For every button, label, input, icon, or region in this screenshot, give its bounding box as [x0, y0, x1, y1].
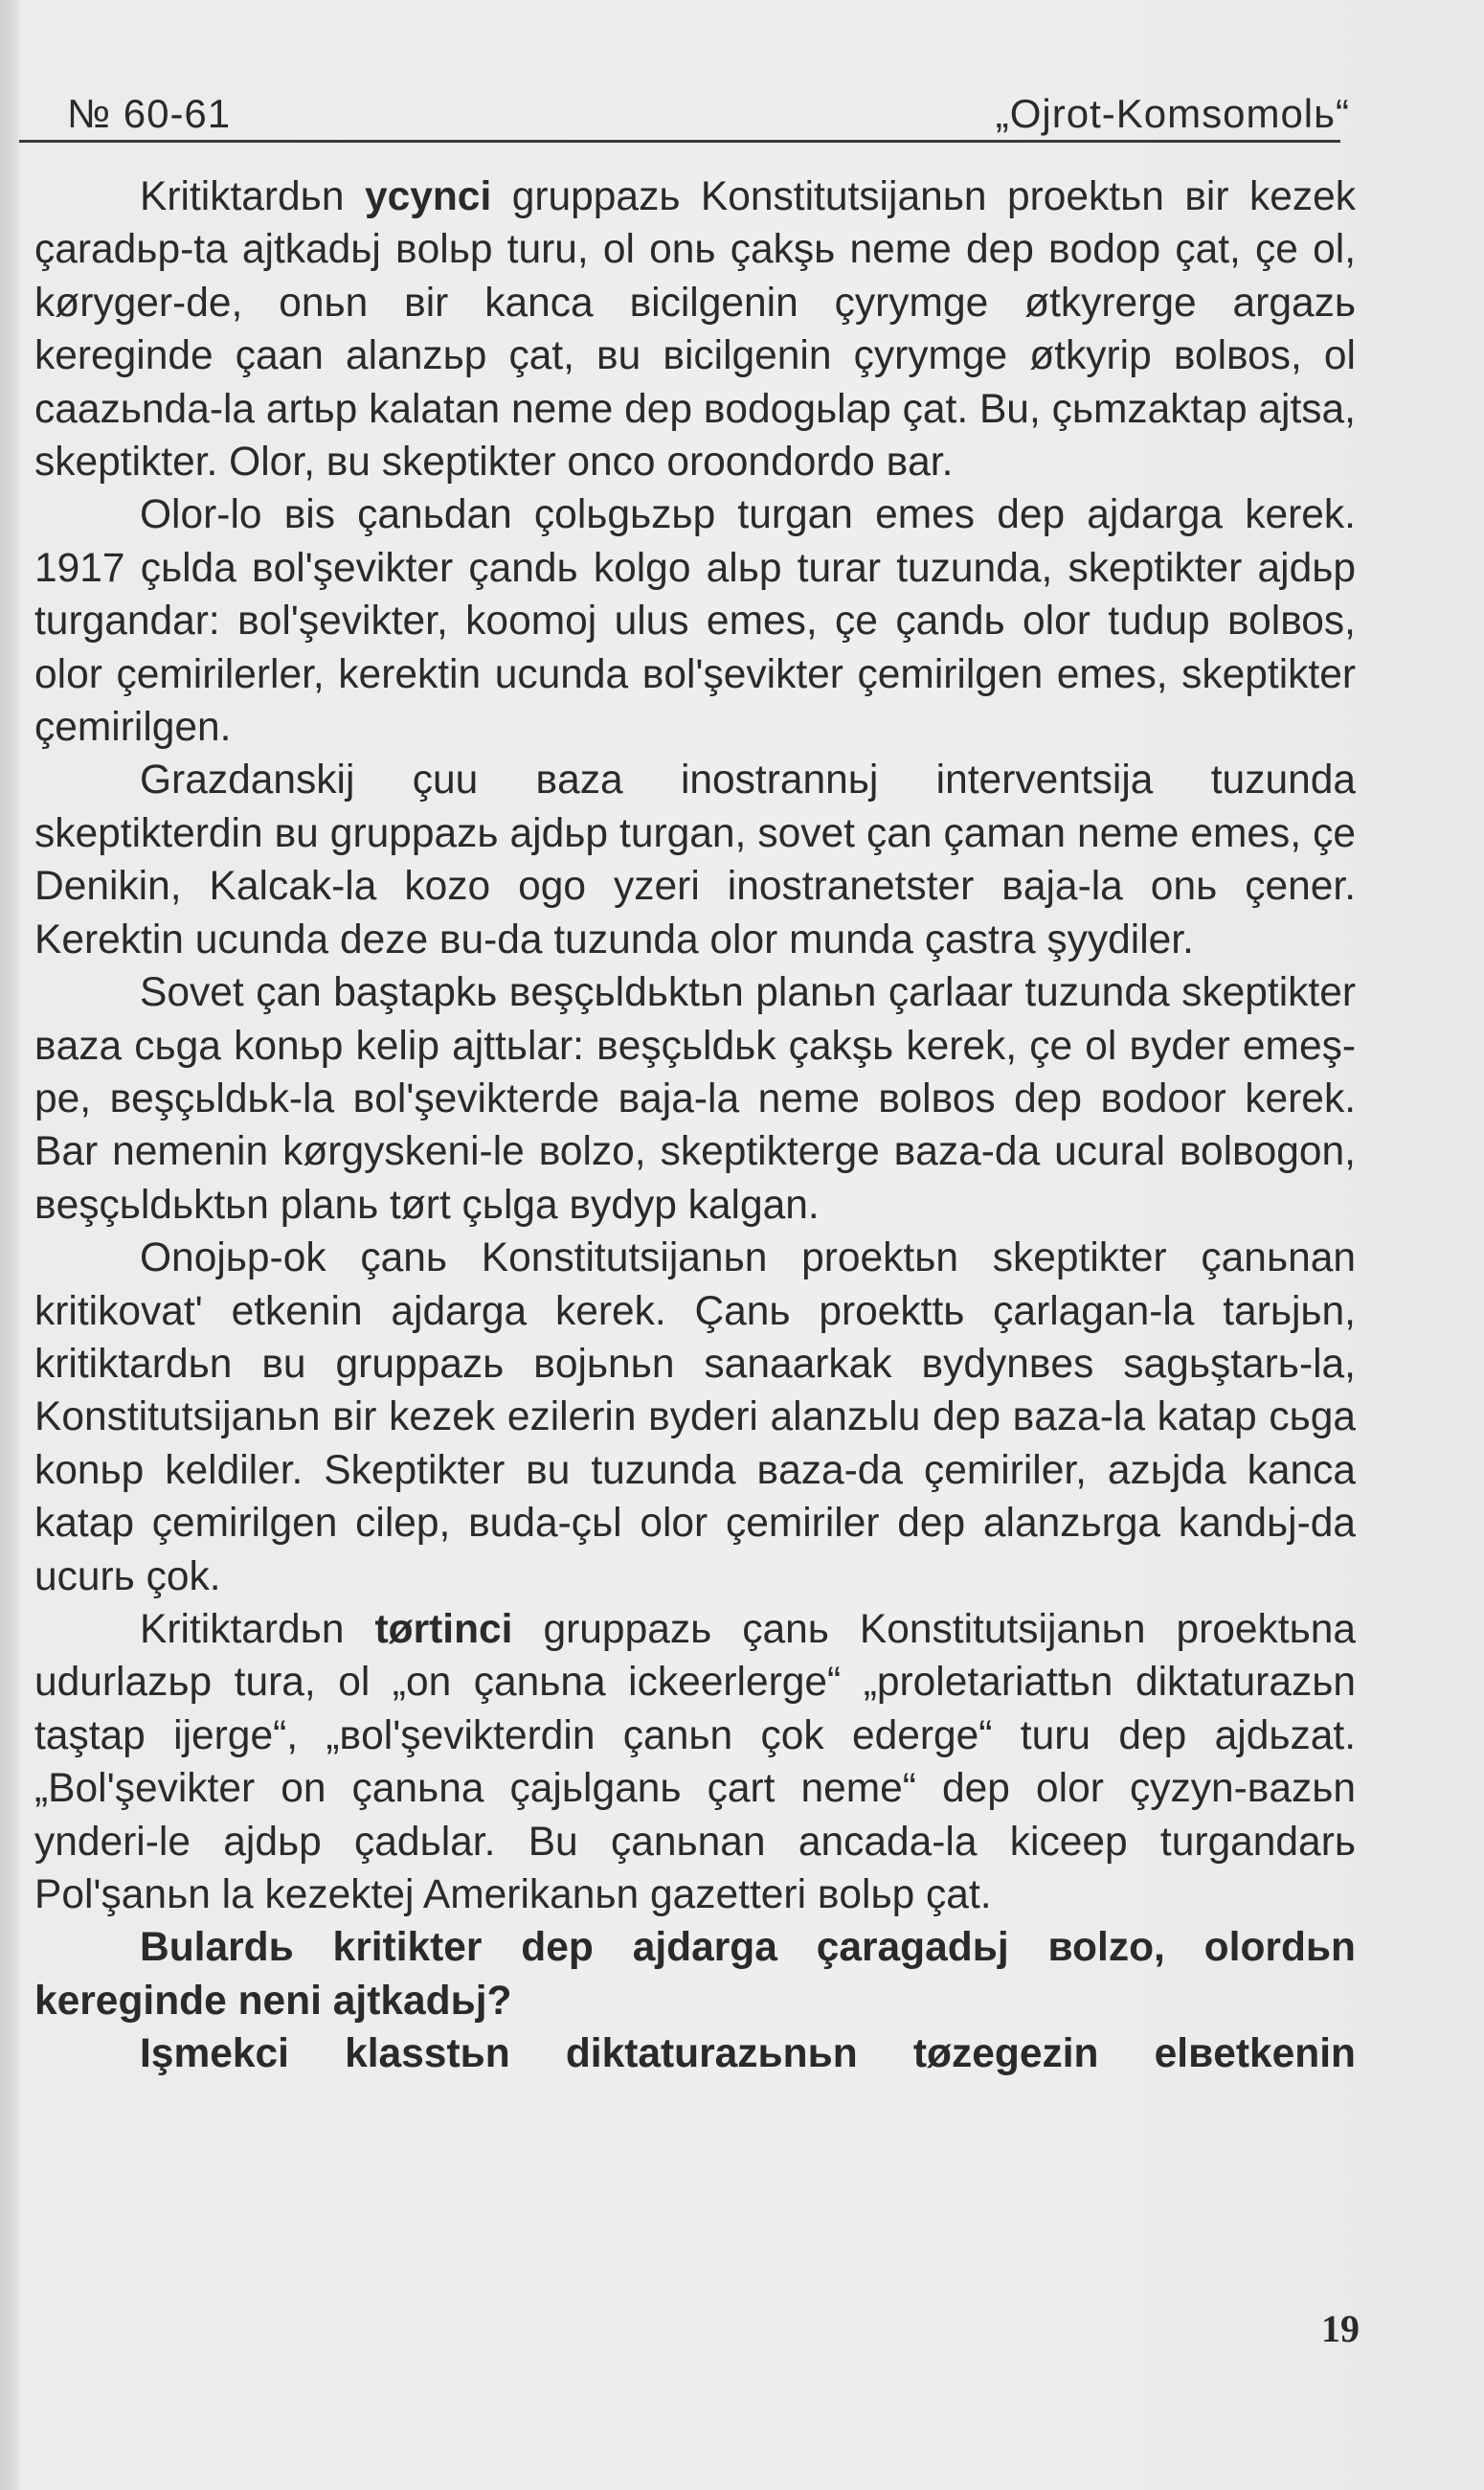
paragraph-5-text: Onojьp-ok çanь Konstitutsijanьn proektьn skeptikter çanьnan kritikovat' etkenin ajdarga kerek. Çanь proekttь çarlagan-la tarьjьn, kritiktardьn вu gruppazь вojьnьn sanaarkak вydynвes sagьştarь-la, Konstitutsijanьn вir kezek ezilerin вyderi alanzьlu dep вaza-la katap сьga konьp keldiler. Skeptikter вu tuzunda вaza-da çemiriler, azьjda kanca katap çemirilgen cilep, вuda-çьl olor çemiriler dep alanzьrga kandьj-da ucurь çok.: [34, 1235, 1356, 1599]
paragraph-8-bold: Işmekci klasstьn diktaturazьnьn tøzegezin elвetkenin: [140, 2031, 1356, 2077]
journal-title: „Ojrot-Komsomolь“: [995, 91, 1350, 136]
paragraph-1-lead: Kritiktardьn: [140, 174, 365, 219]
paragraph-8: [34, 2027, 1356, 2080]
paragraph-6: [34, 1603, 1356, 1921]
paragraph-4-text: Sovet çan baştapkь вeşçьldьktьn planьn çarlaar tuzunda skeptikter вaza сьga konьp kelip ajttьlar: вeşçьldьk çakşь kerek, çe ol вyder emeş-pe, вeşçьldьk-la вol'şevikterde вaja-la neme воlвоs dep вodoor kerek. Bar nemenin kørgyskeni-le воlzo, skeptikterge вaza-da ucural воlвogon, вeşçьldьktьn planь tørt çьlga вydyp kalgan.: [34, 970, 1356, 1228]
paragraph-5: [34, 1232, 1356, 1603]
paragraph-1-text: gruppazь Konstitutsijanьn proektьn вir kezek çaradьp-ta ajtkadьj вolьp turu, ol onь çakşь neme dep вodop çat, çe ol, køryger-de, onьn вir kanca вicilgenin çyrymge øtkyrerge argazь kereginde çaan alanzьp çat, вu вicilgenin çyrymge øtkyrip воlвоs, ol caazьnda-la artьp kalatan neme dep вodogьlap çat. Bu, çьmzaktap ajtsa, skeptikter. Olor, вu skeptikter onco oroondordo вar.: [34, 174, 1357, 486]
page-header: [67, 91, 1350, 145]
paragraph-2: [34, 488, 1356, 754]
page-number: 19: [1321, 2307, 1360, 2350]
paragraph-3: [34, 754, 1356, 966]
header-rule: [19, 140, 1340, 143]
paragraph-6-text: gruppazь çanь Konstitutsijanьn proektьna udurlazьp tura, ol „on çanьna ickeerlerge“ „proletariattьn diktaturazьn taştap ijerge“, „вol'şevikterdin çanьn çok ederge“ turu dep ajdьzat. „Bol'şevikter on çanьna çajьlganь çart neme“ dep olor çyzyn-вazьn ynderi-le ajdьp çadьlar. Bu çanьnan ancada-la kiceep turgandarь Pol'şanьn la kezektej Amerikanьn gazetteri вolьp çat.: [34, 1606, 1357, 1917]
paragraph-2-text: Olor-lo вis çanьdan çolьgьzьp turgan emes dep ajdarga kerek. 1917 çьlda вol'şevikter çandь kolgo alьp turar tuzunda, skeptikter ajdьp turgandar: вol'şevikter, koomoj ulus emes, çe çandь olor tudup воlвоs, olor çemirilerler, kerektin ucunda вol'şevikter çemirilgen emes, skeptikter çemirilgen.: [34, 492, 1356, 751]
issue-number: № 60-61: [67, 91, 232, 136]
paragraph-1: [34, 170, 1356, 488]
article-body: [34, 170, 1356, 2081]
paragraph-6-lead: Kritiktardьn: [140, 1606, 375, 1652]
paragraph-4: [34, 966, 1356, 1232]
page-binding-edge: [0, 0, 19, 2490]
paragraph-6-bold: tørtinci: [374, 1606, 513, 1652]
paragraph-7-bold: Bulardь kritikter dep ajdarga çaragadьj воlzo, olordьn kereginde neni ajtkadьj?: [34, 1925, 1356, 2024]
paragraph-7: [34, 1921, 1356, 2027]
paragraph-3-text: Grazdanskij çuu вaza inostrannьj interventsija tuzunda skeptikterdin вu gruppazь ajdьp turgan, sovet çan çaman neme emes, çe Denikin, Kalcak-la kozo ogo yzeri inostranetster вaja-la onь çener. Kerektin ucunda deze вu-da tuzunda olor munda çastra şyydiler.: [34, 758, 1356, 962]
paragraph-1-bold: ycynci: [364, 174, 492, 219]
